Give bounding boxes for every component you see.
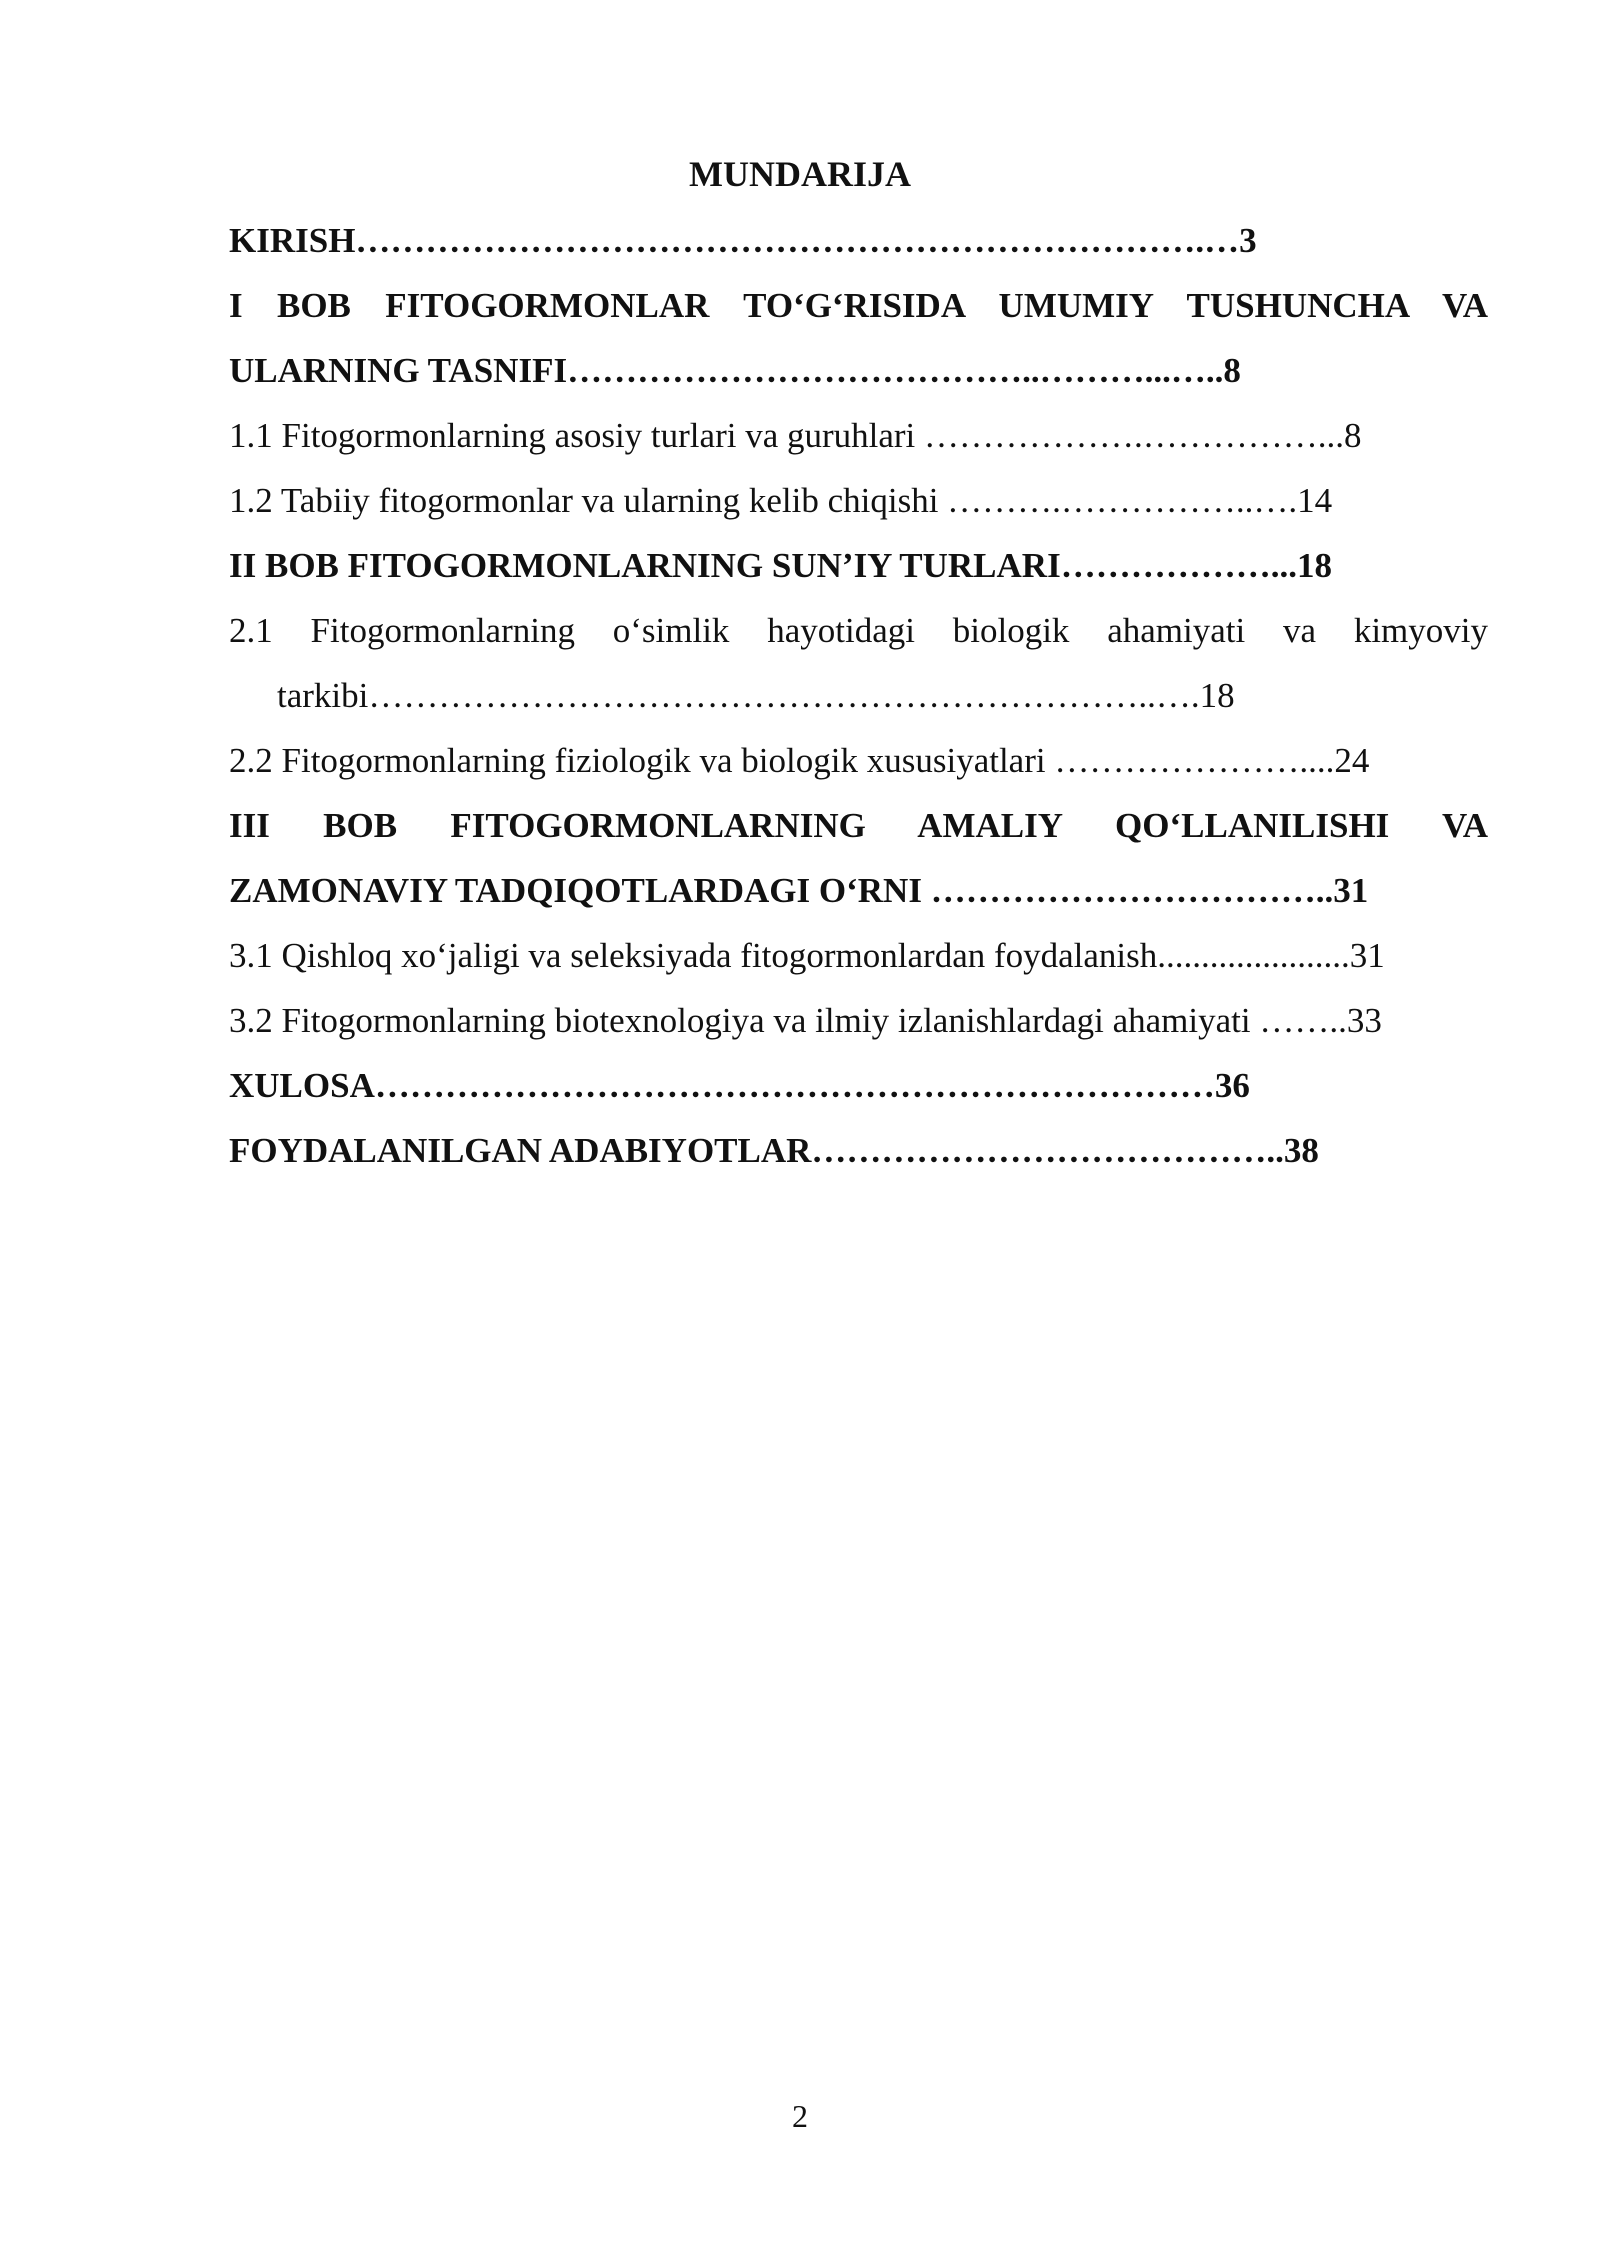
toc-entry-section-2-2: 2.2 Fitogormonlarning fiziologik va biologik xususiyatlari …………………....24 xyxy=(229,741,1370,780)
toc-entry-section-2-1-line-2: tarkibi…………………………………………………………..….18 xyxy=(277,676,1235,715)
toc-entry-section-1-1: 1.1 Fitogormonlarning asosiy turlari va guruhlari ……………….……………...8 xyxy=(229,416,1362,455)
toc-entry-chapter-1-line-1: I BOB FITOGORMONLAR TO‘G‘RISIDA UMUMIY TUSHUNCHA VA xyxy=(229,286,1488,325)
toc-title: MUNDARIJA xyxy=(689,154,911,194)
toc-entry-section-2-1-line-1: 2.1 Fitogormonlarning o‘simlik hayotidagi biologik ahamiyati va kimyoviy xyxy=(229,611,1488,650)
toc-entry-kirish: KIRISH……………………………………………………………….…3 xyxy=(229,221,1257,260)
toc-entry-section-3-2: 3.2 Fitogormonlarning biotexnologiya va ilmiy izlanishlardagi ahamiyati ……..33 xyxy=(229,1001,1382,1040)
toc-entry-chapter-3-line-2: ZAMONAVIY TADQIQOTLARDAGI O‘RNI ……………………………..31 xyxy=(229,871,1369,910)
toc-entry-section-1-2: 1.2 Tabiiy fitogormonlar va ularning kelib chiqishi ……….……………..….14 xyxy=(229,481,1333,520)
toc-entry-chapter-2: II BOB FITOGORMONLARNING SUN’IY TURLARI………………...18 xyxy=(229,546,1332,585)
page-number: 2 xyxy=(792,2098,808,2134)
toc-entry-section-3-1: 3.1 Qishloq xo‘jaligi va seleksiyada fitogormonlardan foydalanish......................31 xyxy=(229,936,1385,975)
toc-entry-chapter-3-line-1: III BOB FITOGORMONLARNING AMALIY QO‘LLANILISHI VA xyxy=(229,806,1488,845)
toc-entry-references: FOYDALANILGAN ADABIYOTLAR…………………………………..38 xyxy=(229,1131,1319,1170)
toc-entry-chapter-1-line-2: ULARNING TASNIFI…………………………………..………...…..8 xyxy=(229,351,1241,390)
toc-entry-xulosa: XULOSA………………………………………………………………36 xyxy=(229,1066,1250,1105)
